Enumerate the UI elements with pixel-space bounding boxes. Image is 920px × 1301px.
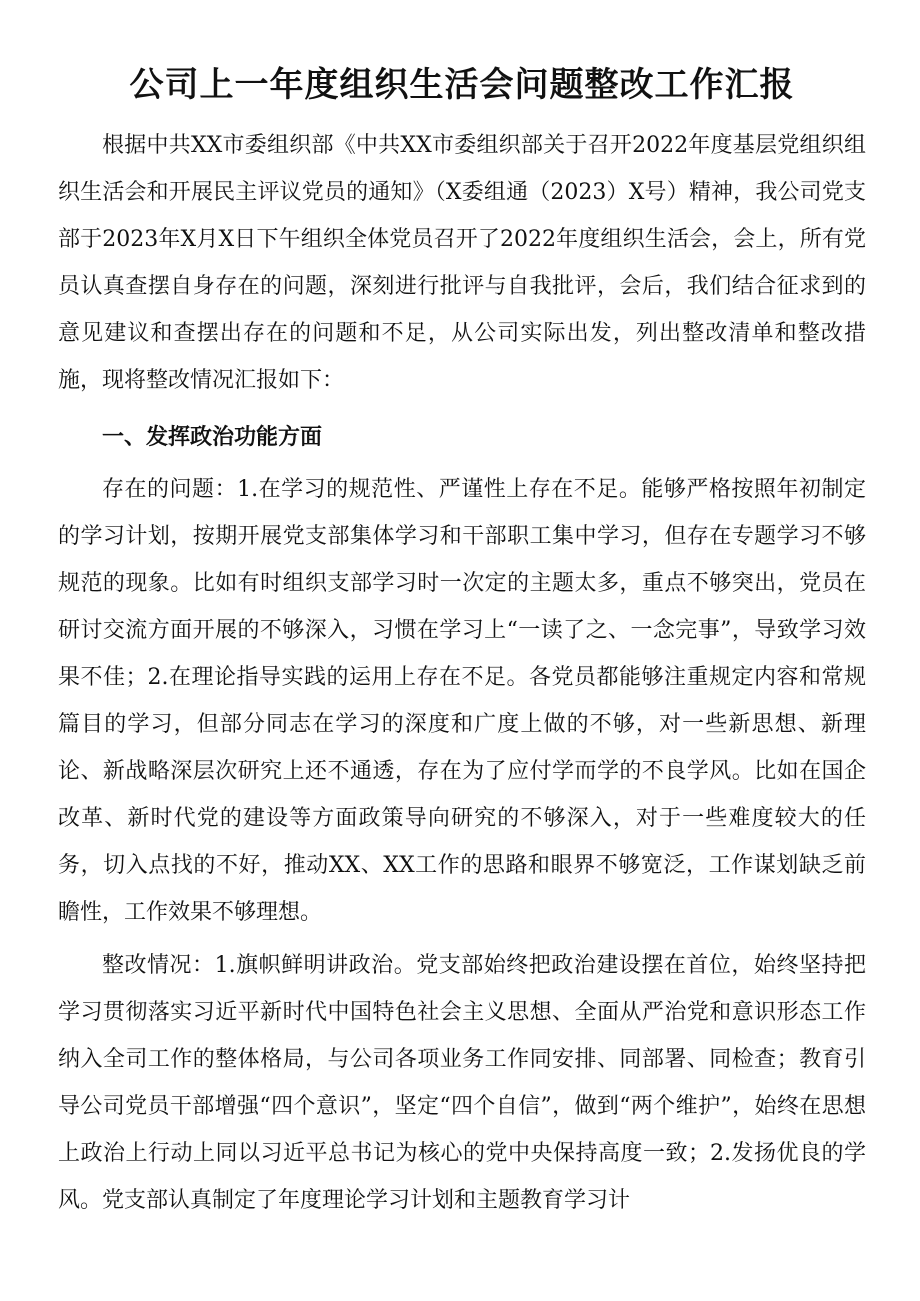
document-title: 公司上一年度组织生活会问题整改工作汇报 xyxy=(129,65,795,105)
intro-paragraph: 根据中共XX市委组织部《中共XX市委组织部关于召开2022年度基层党组织组织生活会和开展民主评议党员的通知》（X委组通（2023）X号）精神，我公司党支部于2023年X月X日下午组织全体党员召开了2022年度组织生活会，会上，所有党员认真查摆自身存在的问题，深刻进行批评与自我批评，会后，我们结合征求到的意见建议和查摆出存在的问题和不足，从公司实际出发，列出整改清单和整改措施，现将整改情况汇报如下： xyxy=(58,133,866,393)
section-heading-political-function: 一、发挥政治功能方面 xyxy=(102,425,323,450)
problems-paragraph: 存在的问题：1.在学习的规范性、严谨性上存在不足。能够严格按照年初制定的学习计划，按期开展党支部集体学习和干部职工集中学习，但存在专题学习不够规范的现象。比如有时组织支部学习时一次定的主题太多，重点不够突出，党员在研讨交流方面开展的不够深入，习惯在学习上“一读了之、一念完事”，导致学习效果不佳；2.在理论指导实践的运用上存在不足。各党员都能够注重规定内容和常规篇目的学习，但部分同志在学习的深度和广度上做的不够，对一些新思想、新理论、新战略深层次研究上还不通透，存在为了应付学而学的不良学风。比如在国企改革、新时代党的建设等方面政策导向研究的不够深入，对于一些难度较大的任务，切入点找的不好，推动XX、XX工作的思路和眼界不够宽泛，工作谋划缺乏前瞻性，工作效果不够理想。 xyxy=(58,477,866,925)
rectification-paragraph: 整改情况：1.旗帜鲜明讲政治。党支部始终把政治建设摆在首位，始终坚持把学习贯彻落实习近平新时代中国特色社会主义思想、全面从严治党和意识形态工作纳入全司工作的整体格局，与公司各项业务工作同安排、同部署、同检查；教育引导公司党员干部增强“四个意识”，坚定“四个自信”，做到“两个维护”，始终在思想上政治上行动上同以习近平总书记为核心的党中央保持高度一致；2.发扬优良的学风。党支部认真制定了年度理论学习计划和主题教育学习计 xyxy=(58,953,866,1213)
